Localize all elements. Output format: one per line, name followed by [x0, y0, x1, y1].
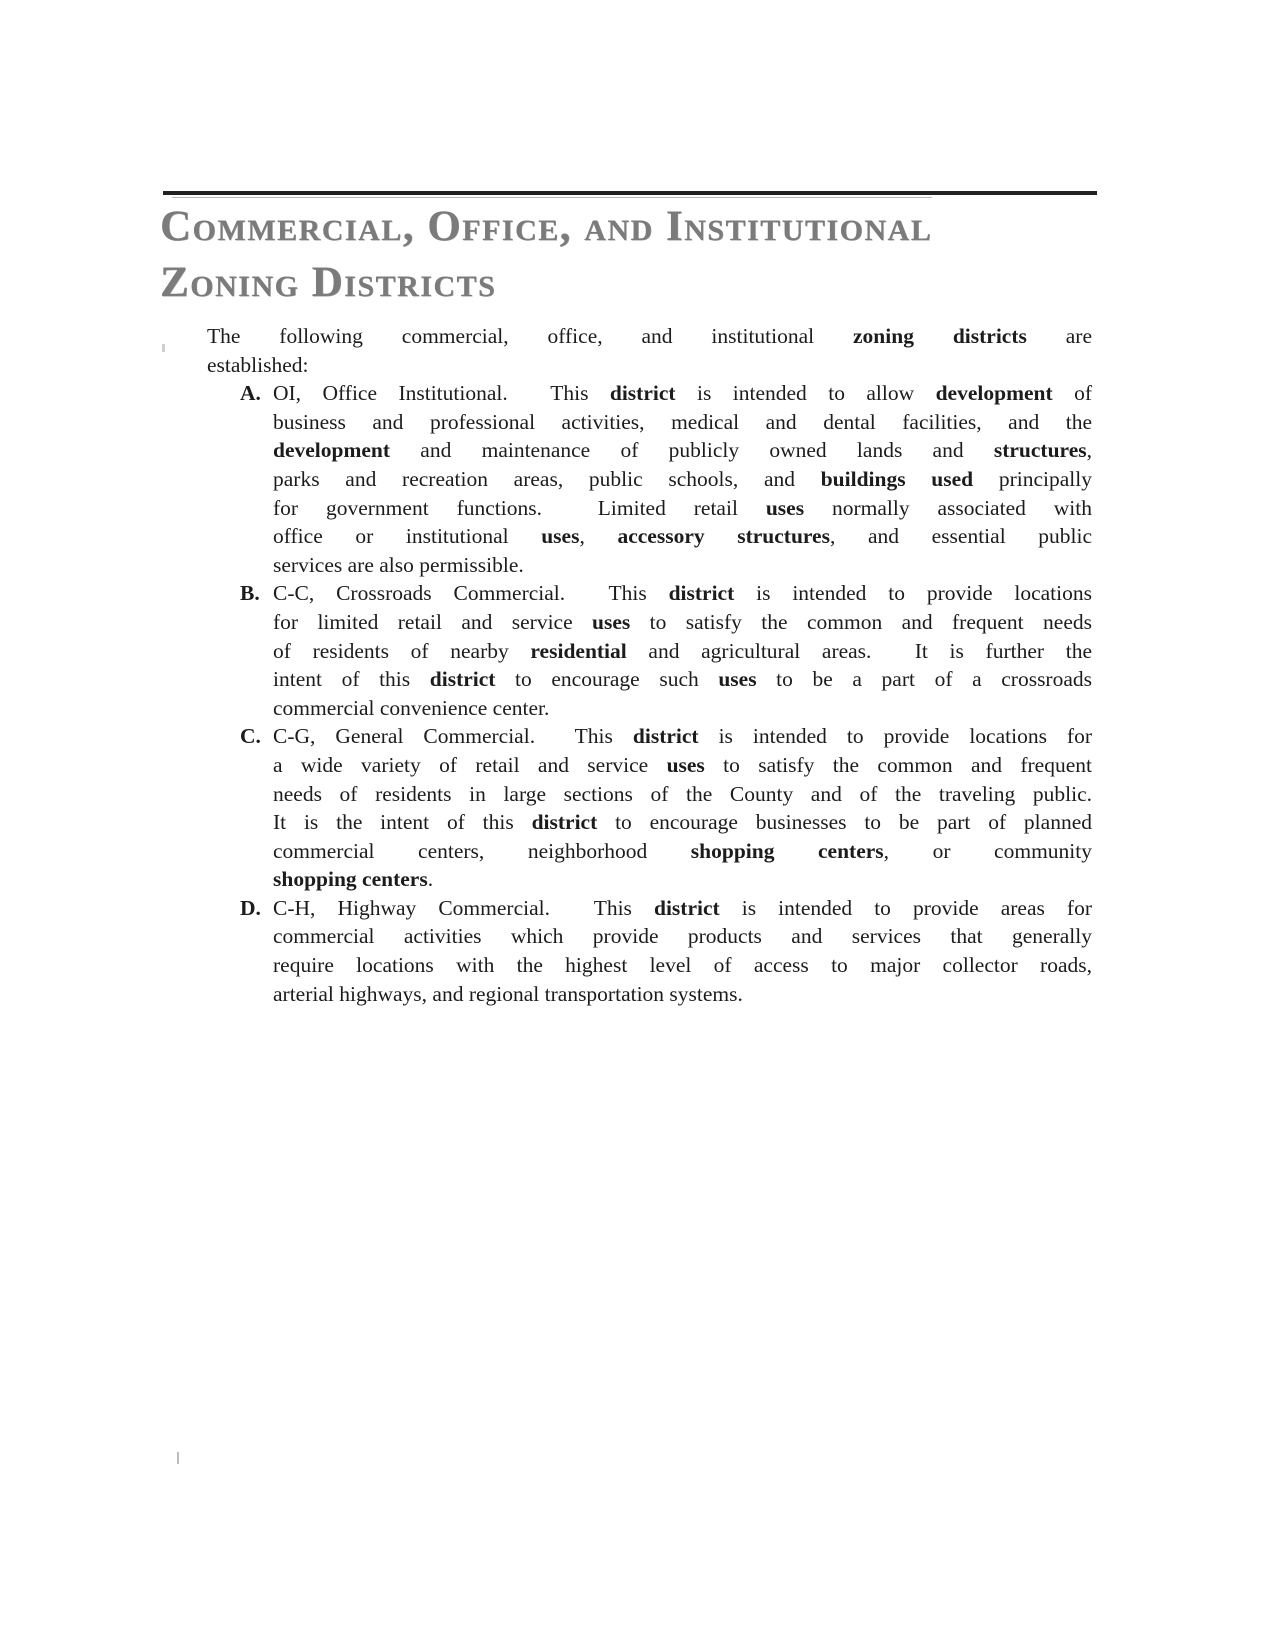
text-line: of residents of nearby residential and agricultural areas. It is further the — [273, 638, 1092, 663]
item-letter: B. — [240, 581, 260, 606]
text-line: for limited retail and service uses to satisfy the common and frequent needs — [273, 609, 1092, 634]
text-line: services are also permissible. — [273, 552, 524, 577]
scan-artifact — [177, 1452, 179, 1464]
item-letter: D. — [240, 895, 261, 920]
page-title-line-1: Commercial, Office, and Institutional — [160, 203, 933, 250]
text-line: require locations with the highest level of access to major collector roads, — [273, 953, 1092, 978]
page-title — [160, 199, 932, 311]
header-rule-scan-echo — [172, 197, 932, 198]
text-line: needs of residents in large sections of the County and of the traveling public. — [273, 781, 1092, 806]
text-line: The following commercial, office, and institutional zoning districts are — [207, 324, 1092, 348]
item-letter: C. — [240, 724, 261, 749]
text-line: commercial convenience center. — [273, 695, 550, 720]
text-line: development and maintenance of publicly owned lands and structures, — [273, 438, 1092, 463]
text-line: parks and recreation areas, public schools, and buildings used principally — [273, 466, 1092, 491]
item-text — [273, 894, 1092, 1008]
text-line: established: — [207, 352, 309, 377]
item-text — [273, 722, 1092, 894]
text-line: C-G, General Commercial. This district is intended to provide locations for — [273, 724, 1092, 749]
text-line: intent of this district to encourage such uses to be a part of a crossroads — [273, 667, 1093, 692]
text-line: arterial highways, and regional transportation systems. — [273, 981, 743, 1006]
text-line: OI, Office Institutional. This district is intended to allow development of — [273, 381, 1092, 406]
zoning-item-d — [207, 894, 1092, 1008]
text-line: C-H, Highway Commercial. This district is intended to provide areas for — [273, 895, 1093, 920]
item-text — [273, 579, 1092, 722]
document-body — [207, 322, 1092, 1008]
text-line: office or institutional uses, accessory structures, and essential public — [273, 524, 1093, 549]
intro-paragraph — [207, 322, 1092, 379]
scan-artifact — [162, 344, 165, 352]
text-line: a wide variety of retail and service uses to satisfy the common and frequent — [273, 752, 1092, 777]
text-line: C-C, Crossroads Commercial. This district is intended to provide locations — [273, 581, 1092, 606]
page-title-line-2: Zoning Districts — [160, 259, 497, 306]
item-letter: A. — [240, 381, 261, 406]
text-line: business and professional activities, medical and dental facilities, and the — [273, 409, 1092, 434]
header-rule — [163, 191, 1097, 195]
zoning-item-b — [207, 579, 1092, 722]
zoning-item-a — [207, 379, 1092, 579]
zoning-item-c — [207, 722, 1092, 894]
text-line: commercial centers, neighborhood shopping centers, or community — [273, 838, 1092, 863]
text-line: shopping centers. — [273, 867, 434, 892]
item-text — [273, 379, 1092, 579]
text-line: It is the intent of this district to encourage businesses to be part of planned — [273, 810, 1092, 835]
text-line: for government functions. Limited retail uses normally associated with — [273, 495, 1092, 520]
text-line: commercial activities which provide products and services that generally — [273, 924, 1092, 949]
